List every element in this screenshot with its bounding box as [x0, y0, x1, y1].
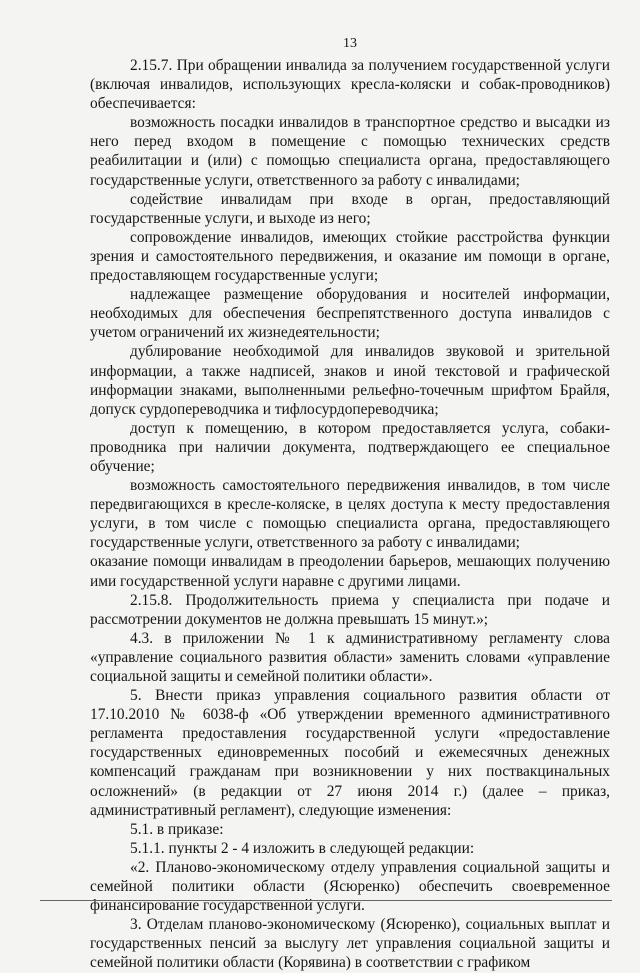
page-number: 13: [343, 36, 357, 51]
paragraph-2-15-7: 2.15.7. При обращении инвалида за получением государственной услуги (включая инвалидов, использующих кресла-коляски и собак-проводников) обеспечивается:: [90, 57, 610, 113]
document-body: [90, 56, 610, 973]
paragraph-2-15-8: 2.15.8. Продолжительность приема у специалиста при подаче и рассмотрении документов не должна превышать 15 минут.»;: [90, 591, 610, 628]
paragraph-5-1: 5.1. в приказе:: [130, 820, 224, 838]
paragraph-entry-assistance: содействие инвалидам при входе в орган, предоставляющий государственные услуги, и выходе из него;: [90, 190, 610, 227]
paragraph-quote-2: «2. Планово-экономическому отделу управления социальной защиты и семейной политики области (Ясюренко) обеспечить своевременное финансирование государственной услуги.: [90, 858, 610, 915]
paragraph-guide-dog: доступ к помещению, в котором предоставляется услуга, собаки-проводника при наличии документа, подтверждающего ее специальное обучение;: [90, 419, 610, 475]
paragraph-equipment: надлежащее размещение оборудования и носителей информации, необходимых для обеспечения беспрепятственного доступа инвалидов с учетом ограничений их жизнедеятельности;: [90, 286, 610, 342]
paragraph-barriers: оказание помощи инвалидам в преодолении барьеров, мешающих получению ими государственной услуги наравне с другими лицами.: [90, 553, 610, 590]
paragraph-5-1-1: 5.1.1. пункты 2 - 4 изложить в следующей редакции:: [130, 839, 475, 857]
paragraph-movement: возможность самостоятельного передвижения инвалидов, в том числе передвигающихся в кресле-коляске, в целях доступа к месту предоставления услуги, в том числе с помощью специалиста органа, предоставляющего государственные услуги, ответственного за работу с инвалидами;: [90, 477, 610, 552]
paragraph-4-3: 4.3. в приложении № 1 к административному регламенту слова «управление социального развития области» заменить словами «управление социальной защиты и семейной политики области».: [90, 629, 610, 685]
paragraph-3: 3. Отделам планово-экономическому (Ясюренко), социальных выплат и государственных пенсий за выслугу лет управления социальной защиты и семейной политики области (Корявина) в соответствии с графиком: [90, 916, 610, 972]
paragraph-boarding: возможность посадки инвалидов в транспортное средство и высадки из него перед входом в помещение с помощью технических средств реабилитации и (или) с помощью специалиста органа, предоставляющего государственные услуги, ответственного за работу с инвалидами;: [90, 114, 610, 189]
paragraph-escort: сопровождение инвалидов, имеющих стойкие расстройства функции зрения и самостоятельного передвижения, и оказание им помощи в органе, предоставляющем государственные услуги;: [90, 228, 610, 285]
footer-rule: [40, 900, 612, 901]
paragraph-duplication: дублирование необходимой для инвалидов звуковой и зрительной информации, а также надписей, знаков и иной текстовой и графической информации знаками, выполненными рельефно-точечным шрифтом Брайля, допуск сурдопереводчика и тифлосурдопереводчика;: [90, 343, 610, 418]
paragraph-5: 5. Внести приказ управления социального развития области от 17.10.2010 № 6038-ф «Об утверждении временного административного регламента предоставления государственной услуги «предоставление государственных единовременных пособий и ежемесячных денежных компенсаций гражданам при возникновении у них поствакцинальных осложнений» (в редакции от 27 июня 2014 г.) (далее – приказ, административный регламент), следующие изменения:: [90, 687, 610, 819]
